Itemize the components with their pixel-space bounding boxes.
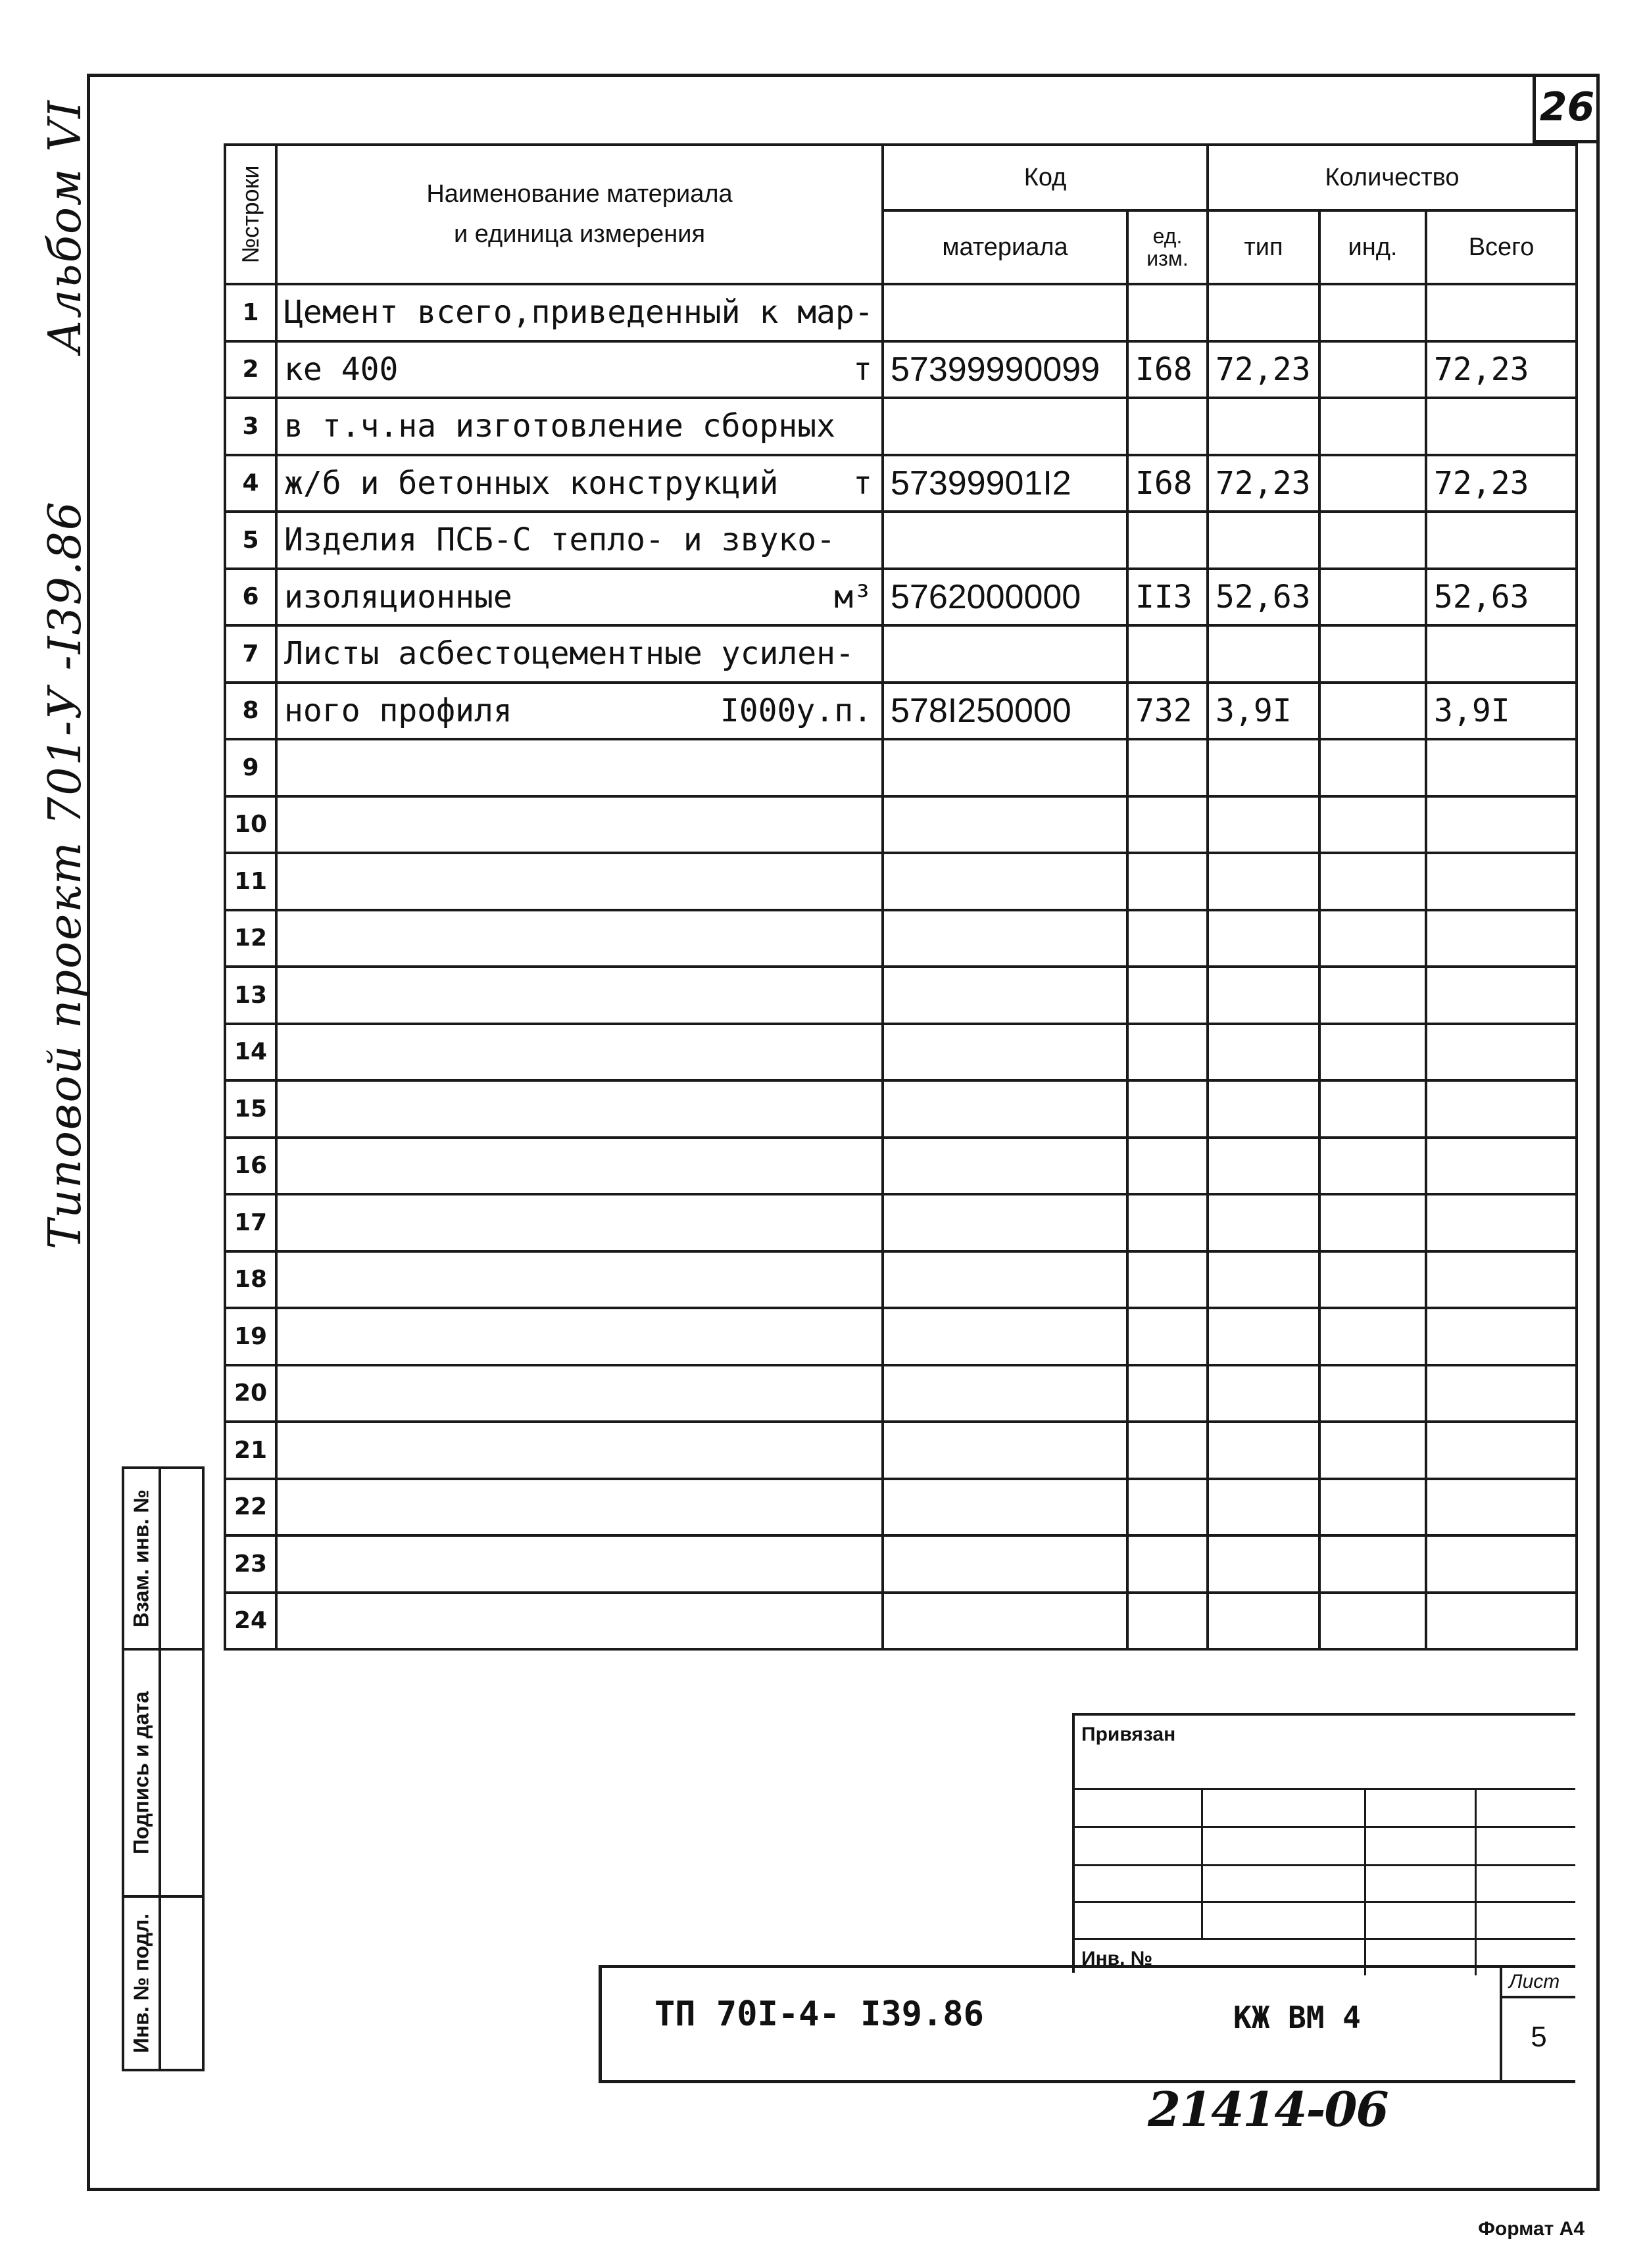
row-name-text: Листы асбестоцементные усилен- xyxy=(284,635,854,673)
header-code: Код xyxy=(883,145,1208,210)
row-ind xyxy=(1319,341,1426,398)
row-code: 57399901I2 xyxy=(883,455,1127,512)
stamp-inv-original-value xyxy=(159,1895,205,2071)
binding-block xyxy=(1072,1713,1575,1973)
row-number: 21 xyxy=(225,1422,276,1479)
row-unit-code xyxy=(1127,398,1208,455)
table-row xyxy=(225,1080,1577,1138)
sheet-divider xyxy=(1502,1996,1575,1998)
row-total xyxy=(1426,1308,1577,1365)
row-total xyxy=(1426,1080,1577,1138)
row-type xyxy=(1208,910,1319,967)
binding-divider xyxy=(1075,1788,1575,1790)
row-total xyxy=(1426,910,1577,967)
row-name xyxy=(276,569,883,626)
row-ind xyxy=(1319,910,1426,967)
row-number: 10 xyxy=(225,796,276,854)
row-name xyxy=(276,1479,883,1536)
format-label: Формат А4 xyxy=(1478,2218,1585,2240)
row-total xyxy=(1426,1024,1577,1081)
table-row xyxy=(225,1308,1577,1365)
header-row-number: №строки xyxy=(225,145,276,284)
row-total xyxy=(1426,739,1577,796)
row-unit-code xyxy=(1127,967,1208,1024)
row-ind xyxy=(1319,455,1426,512)
row-ind xyxy=(1319,1422,1426,1479)
row-unit-code xyxy=(1127,1593,1208,1650)
sheet-corner-number: 26 xyxy=(1533,74,1598,143)
row-ind xyxy=(1319,569,1426,626)
row-code xyxy=(883,796,1127,854)
table-row xyxy=(225,455,1577,512)
row-unit-code xyxy=(1127,739,1208,796)
row-number: 16 xyxy=(225,1138,276,1195)
row-type: 72,23 xyxy=(1208,455,1319,512)
row-ind xyxy=(1319,1080,1426,1138)
vertical-project-title xyxy=(39,99,91,1249)
row-name xyxy=(276,1422,883,1479)
row-code: 57399990099 xyxy=(883,341,1127,398)
table-row xyxy=(225,683,1577,740)
row-unit-text: м³ xyxy=(834,578,872,615)
row-type xyxy=(1208,1479,1319,1536)
row-unit-code xyxy=(1127,625,1208,683)
row-name xyxy=(276,284,883,341)
row-code xyxy=(883,739,1127,796)
binding-divider xyxy=(1075,1938,1575,1940)
row-ind xyxy=(1319,1138,1426,1195)
table-row xyxy=(225,1535,1577,1593)
document-code: ТП 70I-4- I39.86 xyxy=(654,1994,984,2034)
row-total xyxy=(1426,1194,1577,1251)
binding-column xyxy=(1475,1788,1477,1975)
sheet-value: 5 xyxy=(1531,2021,1547,2053)
row-name xyxy=(276,1535,883,1593)
document-mark: КЖ ВМ 4 xyxy=(1233,2000,1361,2035)
row-code xyxy=(883,853,1127,910)
row-name xyxy=(276,625,883,683)
row-unit-code xyxy=(1127,1479,1208,1536)
row-name xyxy=(276,1024,883,1081)
table-row xyxy=(225,1593,1577,1650)
row-number: 6 xyxy=(225,569,276,626)
table-row xyxy=(225,1138,1577,1195)
row-number: 2 xyxy=(225,341,276,398)
row-type xyxy=(1208,1251,1319,1309)
row-ind xyxy=(1319,1535,1426,1593)
row-code xyxy=(883,625,1127,683)
row-unit-code: 732 xyxy=(1127,683,1208,740)
row-number: 5 xyxy=(225,512,276,569)
row-type: 52,63 xyxy=(1208,569,1319,626)
row-ind xyxy=(1319,1024,1426,1081)
row-name xyxy=(276,1593,883,1650)
row-number: 17 xyxy=(225,1194,276,1251)
row-unit-code xyxy=(1127,1251,1208,1309)
row-code xyxy=(883,1535,1127,1593)
row-ind xyxy=(1319,1479,1426,1536)
table-row xyxy=(225,1422,1577,1479)
row-type xyxy=(1208,739,1319,796)
row-total xyxy=(1426,853,1577,910)
row-ind xyxy=(1319,796,1426,854)
row-type: 3,9I xyxy=(1208,683,1319,740)
row-type xyxy=(1208,398,1319,455)
row-unit-code: I68 xyxy=(1127,455,1208,512)
row-total: 72,23 xyxy=(1426,455,1577,512)
row-total xyxy=(1426,1422,1577,1479)
row-name xyxy=(276,341,883,398)
stamp-replace-inv-value xyxy=(159,1466,205,1651)
row-code xyxy=(883,1024,1127,1081)
row-type xyxy=(1208,1194,1319,1251)
row-code xyxy=(883,1251,1127,1309)
row-code xyxy=(883,1138,1127,1195)
row-ind xyxy=(1319,1593,1426,1650)
row-type xyxy=(1208,1365,1319,1422)
table-row xyxy=(225,910,1577,967)
handwritten-number: 21414-06 xyxy=(1148,2081,1388,2137)
row-number: 20 xyxy=(225,1365,276,1422)
row-type xyxy=(1208,1138,1319,1195)
row-type xyxy=(1208,284,1319,341)
row-unit-code xyxy=(1127,1194,1208,1251)
sheet-label: Лист xyxy=(1509,1971,1560,1992)
header-name-line1: Наименование материала xyxy=(426,180,733,208)
row-unit-code xyxy=(1127,1080,1208,1138)
row-name xyxy=(276,1138,883,1195)
row-type xyxy=(1208,853,1319,910)
row-code xyxy=(883,1365,1127,1422)
row-unit-code xyxy=(1127,910,1208,967)
table-row xyxy=(225,625,1577,683)
row-name xyxy=(276,853,883,910)
row-total xyxy=(1426,967,1577,1024)
row-unit-code xyxy=(1127,1365,1208,1422)
row-name-text: ного профиля xyxy=(284,692,512,729)
row-type xyxy=(1208,1593,1319,1650)
materials-table xyxy=(224,143,1578,1651)
row-total xyxy=(1426,512,1577,569)
header-name-line2: и единица измерения xyxy=(453,220,706,248)
row-number: 7 xyxy=(225,625,276,683)
row-total xyxy=(1426,1593,1577,1650)
row-number: 3 xyxy=(225,398,276,455)
stamp-replace-inv: Взам. инв. № xyxy=(122,1466,161,1651)
row-number: 24 xyxy=(225,1593,276,1650)
row-name xyxy=(276,967,883,1024)
sheet-box xyxy=(1500,1968,1575,2083)
row-name xyxy=(276,1251,883,1309)
row-ind xyxy=(1319,1251,1426,1309)
row-total xyxy=(1426,1138,1577,1195)
row-name xyxy=(276,683,883,740)
row-code xyxy=(883,910,1127,967)
row-type xyxy=(1208,796,1319,854)
row-name-text: ке 400 xyxy=(284,350,399,388)
row-number: 22 xyxy=(225,1479,276,1536)
row-unit-code xyxy=(1127,1024,1208,1081)
table-row xyxy=(225,1251,1577,1309)
table-body xyxy=(225,284,1577,1649)
row-name xyxy=(276,1365,883,1422)
row-unit-code: I68 xyxy=(1127,341,1208,398)
row-number: 11 xyxy=(225,853,276,910)
row-unit-text: I000у.п. xyxy=(720,692,872,729)
row-code xyxy=(883,1479,1127,1536)
row-ind xyxy=(1319,1194,1426,1251)
row-name xyxy=(276,398,883,455)
table-row xyxy=(225,1194,1577,1251)
row-unit-code xyxy=(1127,796,1208,854)
row-total: 52,63 xyxy=(1426,569,1577,626)
row-code xyxy=(883,398,1127,455)
row-name xyxy=(276,1194,883,1251)
row-number: 1 xyxy=(225,284,276,341)
row-number: 12 xyxy=(225,910,276,967)
row-name-text: ж/б и бетонных конструкций xyxy=(284,464,779,502)
table-row xyxy=(225,1365,1577,1422)
header-type: тип xyxy=(1208,210,1319,284)
row-ind xyxy=(1319,284,1426,341)
row-unit-text: т xyxy=(853,350,872,388)
binding-inv-label: Инв. № xyxy=(1081,1948,1153,1969)
table-row xyxy=(225,569,1577,626)
row-ind xyxy=(1319,853,1426,910)
row-type xyxy=(1208,1535,1319,1593)
row-name-text: в т.ч.на изготовление сборных xyxy=(284,408,836,445)
table-row xyxy=(225,796,1577,854)
row-type: 72,23 xyxy=(1208,341,1319,398)
row-type xyxy=(1208,512,1319,569)
title-block xyxy=(599,1965,1575,2083)
row-name xyxy=(276,1080,883,1138)
row-total xyxy=(1426,625,1577,683)
row-number: 8 xyxy=(225,683,276,740)
row-name-text: изоляционные xyxy=(284,578,512,615)
row-total: 3,9I xyxy=(1426,683,1577,740)
row-code xyxy=(883,1080,1127,1138)
row-unit-code xyxy=(1127,853,1208,910)
binding-divider xyxy=(1075,1826,1575,1828)
binding-column xyxy=(1201,1788,1203,1939)
row-ind xyxy=(1319,967,1426,1024)
header-ind: инд. xyxy=(1319,210,1426,284)
row-name-text: Изделия ПСБ-С тепло- и звуко- xyxy=(284,521,836,559)
row-unit-code xyxy=(1127,512,1208,569)
header-quantity: Количество xyxy=(1208,145,1577,210)
row-ind xyxy=(1319,625,1426,683)
row-unit-text: т xyxy=(853,464,872,502)
row-name xyxy=(276,455,883,512)
row-number: 23 xyxy=(225,1535,276,1593)
row-code xyxy=(883,967,1127,1024)
header-total: Всего xyxy=(1426,210,1577,284)
row-code xyxy=(883,512,1127,569)
row-number: 18 xyxy=(225,1251,276,1309)
row-unit-code xyxy=(1127,1138,1208,1195)
row-name xyxy=(276,1308,883,1365)
album-title: Альбом VI xyxy=(39,99,91,354)
row-unit-code xyxy=(1127,1422,1208,1479)
row-total xyxy=(1426,1365,1577,1422)
row-name-text: Цемент всего,приведенный к мар- xyxy=(284,294,873,331)
row-code: 5762000000 xyxy=(883,569,1127,626)
row-name xyxy=(276,512,883,569)
row-unit-code xyxy=(1127,284,1208,341)
stamp-sign-date: Подпись и дата xyxy=(122,1648,161,1898)
project-title: Типовой проект 701-У -I39.86 xyxy=(39,500,91,1249)
row-ind xyxy=(1319,398,1426,455)
row-type xyxy=(1208,1024,1319,1081)
row-number: 4 xyxy=(225,455,276,512)
binding-divider xyxy=(1075,1901,1575,1903)
row-type xyxy=(1208,967,1319,1024)
row-ind xyxy=(1319,683,1426,740)
row-code xyxy=(883,284,1127,341)
table-row xyxy=(225,1479,1577,1536)
row-total xyxy=(1426,1479,1577,1536)
row-total xyxy=(1426,284,1577,341)
table-row xyxy=(225,1024,1577,1081)
row-name xyxy=(276,796,883,854)
row-type xyxy=(1208,1422,1319,1479)
table-row xyxy=(225,512,1577,569)
row-number: 14 xyxy=(225,1024,276,1081)
header-unit: ед. изм. xyxy=(1127,210,1208,284)
table-row xyxy=(225,284,1577,341)
header-name xyxy=(276,145,883,284)
row-name xyxy=(276,739,883,796)
binding-label: Привязан xyxy=(1081,1724,1176,1745)
row-unit-code xyxy=(1127,1308,1208,1365)
row-type xyxy=(1208,625,1319,683)
table-row xyxy=(225,398,1577,455)
row-total xyxy=(1426,796,1577,854)
row-code: 578I250000 xyxy=(883,683,1127,740)
row-code xyxy=(883,1194,1127,1251)
row-code xyxy=(883,1422,1127,1479)
row-number: 15 xyxy=(225,1080,276,1138)
row-ind xyxy=(1319,1308,1426,1365)
row-type xyxy=(1208,1080,1319,1138)
row-unit-code: II3 xyxy=(1127,569,1208,626)
header-material: материала xyxy=(883,210,1127,284)
row-total xyxy=(1426,1535,1577,1593)
row-total xyxy=(1426,398,1577,455)
row-number: 13 xyxy=(225,967,276,1024)
binding-divider xyxy=(1075,1864,1575,1866)
row-total: 72,23 xyxy=(1426,341,1577,398)
row-unit-code xyxy=(1127,1535,1208,1593)
table-row xyxy=(225,739,1577,796)
row-ind xyxy=(1319,512,1426,569)
row-code xyxy=(883,1593,1127,1650)
table-row xyxy=(225,853,1577,910)
row-code xyxy=(883,1308,1127,1365)
row-number: 19 xyxy=(225,1308,276,1365)
table-row xyxy=(225,341,1577,398)
row-name xyxy=(276,910,883,967)
row-total xyxy=(1426,1251,1577,1309)
row-ind xyxy=(1319,1365,1426,1422)
row-ind xyxy=(1319,739,1426,796)
stamp-sign-date-value xyxy=(159,1648,205,1898)
row-type xyxy=(1208,1308,1319,1365)
stamp-inv-original: Инв. № подл. xyxy=(122,1895,161,2071)
row-number: 9 xyxy=(225,739,276,796)
binding-column xyxy=(1364,1788,1366,1975)
table-row xyxy=(225,967,1577,1024)
